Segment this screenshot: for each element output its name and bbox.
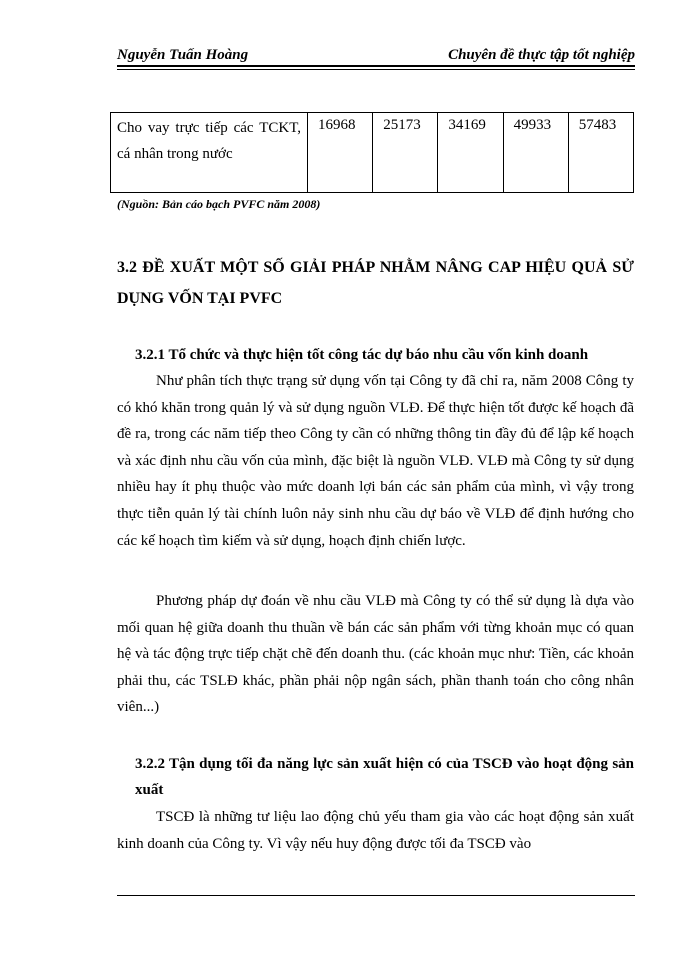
table-cell: 25173 — [373, 113, 438, 193]
header-document-title: Chuyên đề thực tập tốt nghiệp — [448, 47, 635, 63]
header-author: Nguyễn Tuấn Hoàng — [117, 47, 249, 63]
table-cell: 16968 — [308, 113, 373, 193]
table-cell: 49933 — [503, 113, 568, 193]
subsection-heading-3-2-2: 3.2.2 Tận dụng tối đa năng lực sản xuất hiện có của TSCĐ vào hoạt động sản xuất — [135, 756, 634, 798]
source-note: (Nguồn: Bản cáo bạch PVFC năm 2008) — [117, 197, 321, 211]
loan-table — [110, 112, 634, 193]
page-header — [117, 38, 635, 64]
table-row — [111, 113, 634, 193]
table-cell: 34169 — [438, 113, 503, 193]
table-row-label: Cho vay trực tiếp các TCKT, cá nhân trong nước — [111, 113, 308, 193]
paragraph: TSCĐ là những tư liệu lao động chủ yếu tham gia vào các hoạt động sản xuất kinh doanh của Công ty. Vì vậy nếu huy động được tối đa TSCĐ vào — [117, 809, 634, 852]
table-cell: 57483 — [568, 113, 633, 193]
header-rule-thin — [117, 69, 635, 70]
footer-rule — [117, 895, 635, 896]
section-heading: 3.2 ĐỀ XUẤT MỘT SỐ GIẢI PHÁP NHẰM NÂNG CAP HIỆU QUẢ SỬ DỤNG VỐN TẠI PVFC — [117, 259, 634, 307]
paragraph: Như phân tích thực trạng sử dụng vốn tại Công ty đã chỉ ra, năm 2008 Công ty có khó khăn trong quản lý và sử dụng nguồn VLĐ. Để thực hiện tốt được kế hoạch đã đề ra, trong các năm tiếp theo Công ty cần có những thông tin đầy đủ để lập kế hoạch và xác định nhu cầu vốn của mình, đặc biệt là nguồn VLĐ. VLĐ mà Công ty sử dụng nhiều hay ít phụ thuộc vào mức doanh lợi bán các sản phẩm của mình, vì vậy trong thực tiễn quản lý tài chính luôn nảy sinh nhu cầu dự báo về VLĐ để định hướng cho các kế hoạch tìm kiếm và sử dụng, hoạch định chiến lược. — [117, 373, 634, 549]
subsection-heading-3-2-1: 3.2.1 Tổ chức và thực hiện tốt công tác dự báo nhu cầu vốn kinh doanh — [135, 347, 589, 363]
header-rule — [117, 65, 635, 67]
paragraph: Phương pháp dự đoán về nhu cầu VLĐ mà Công ty có thể sử dụng là dựa vào mối quan hệ giữa doanh thu thuần về bán các sản phẩm với từng khoản mục có quan hệ và tác động trực tiếp chặt chẽ đến doanh thu. (các khoản mục như: Tiền, các khoản phải thu, các TSLĐ khác, phần phải nộp ngân sách, phần thanh toán cho công nhân viên...) — [117, 593, 634, 716]
